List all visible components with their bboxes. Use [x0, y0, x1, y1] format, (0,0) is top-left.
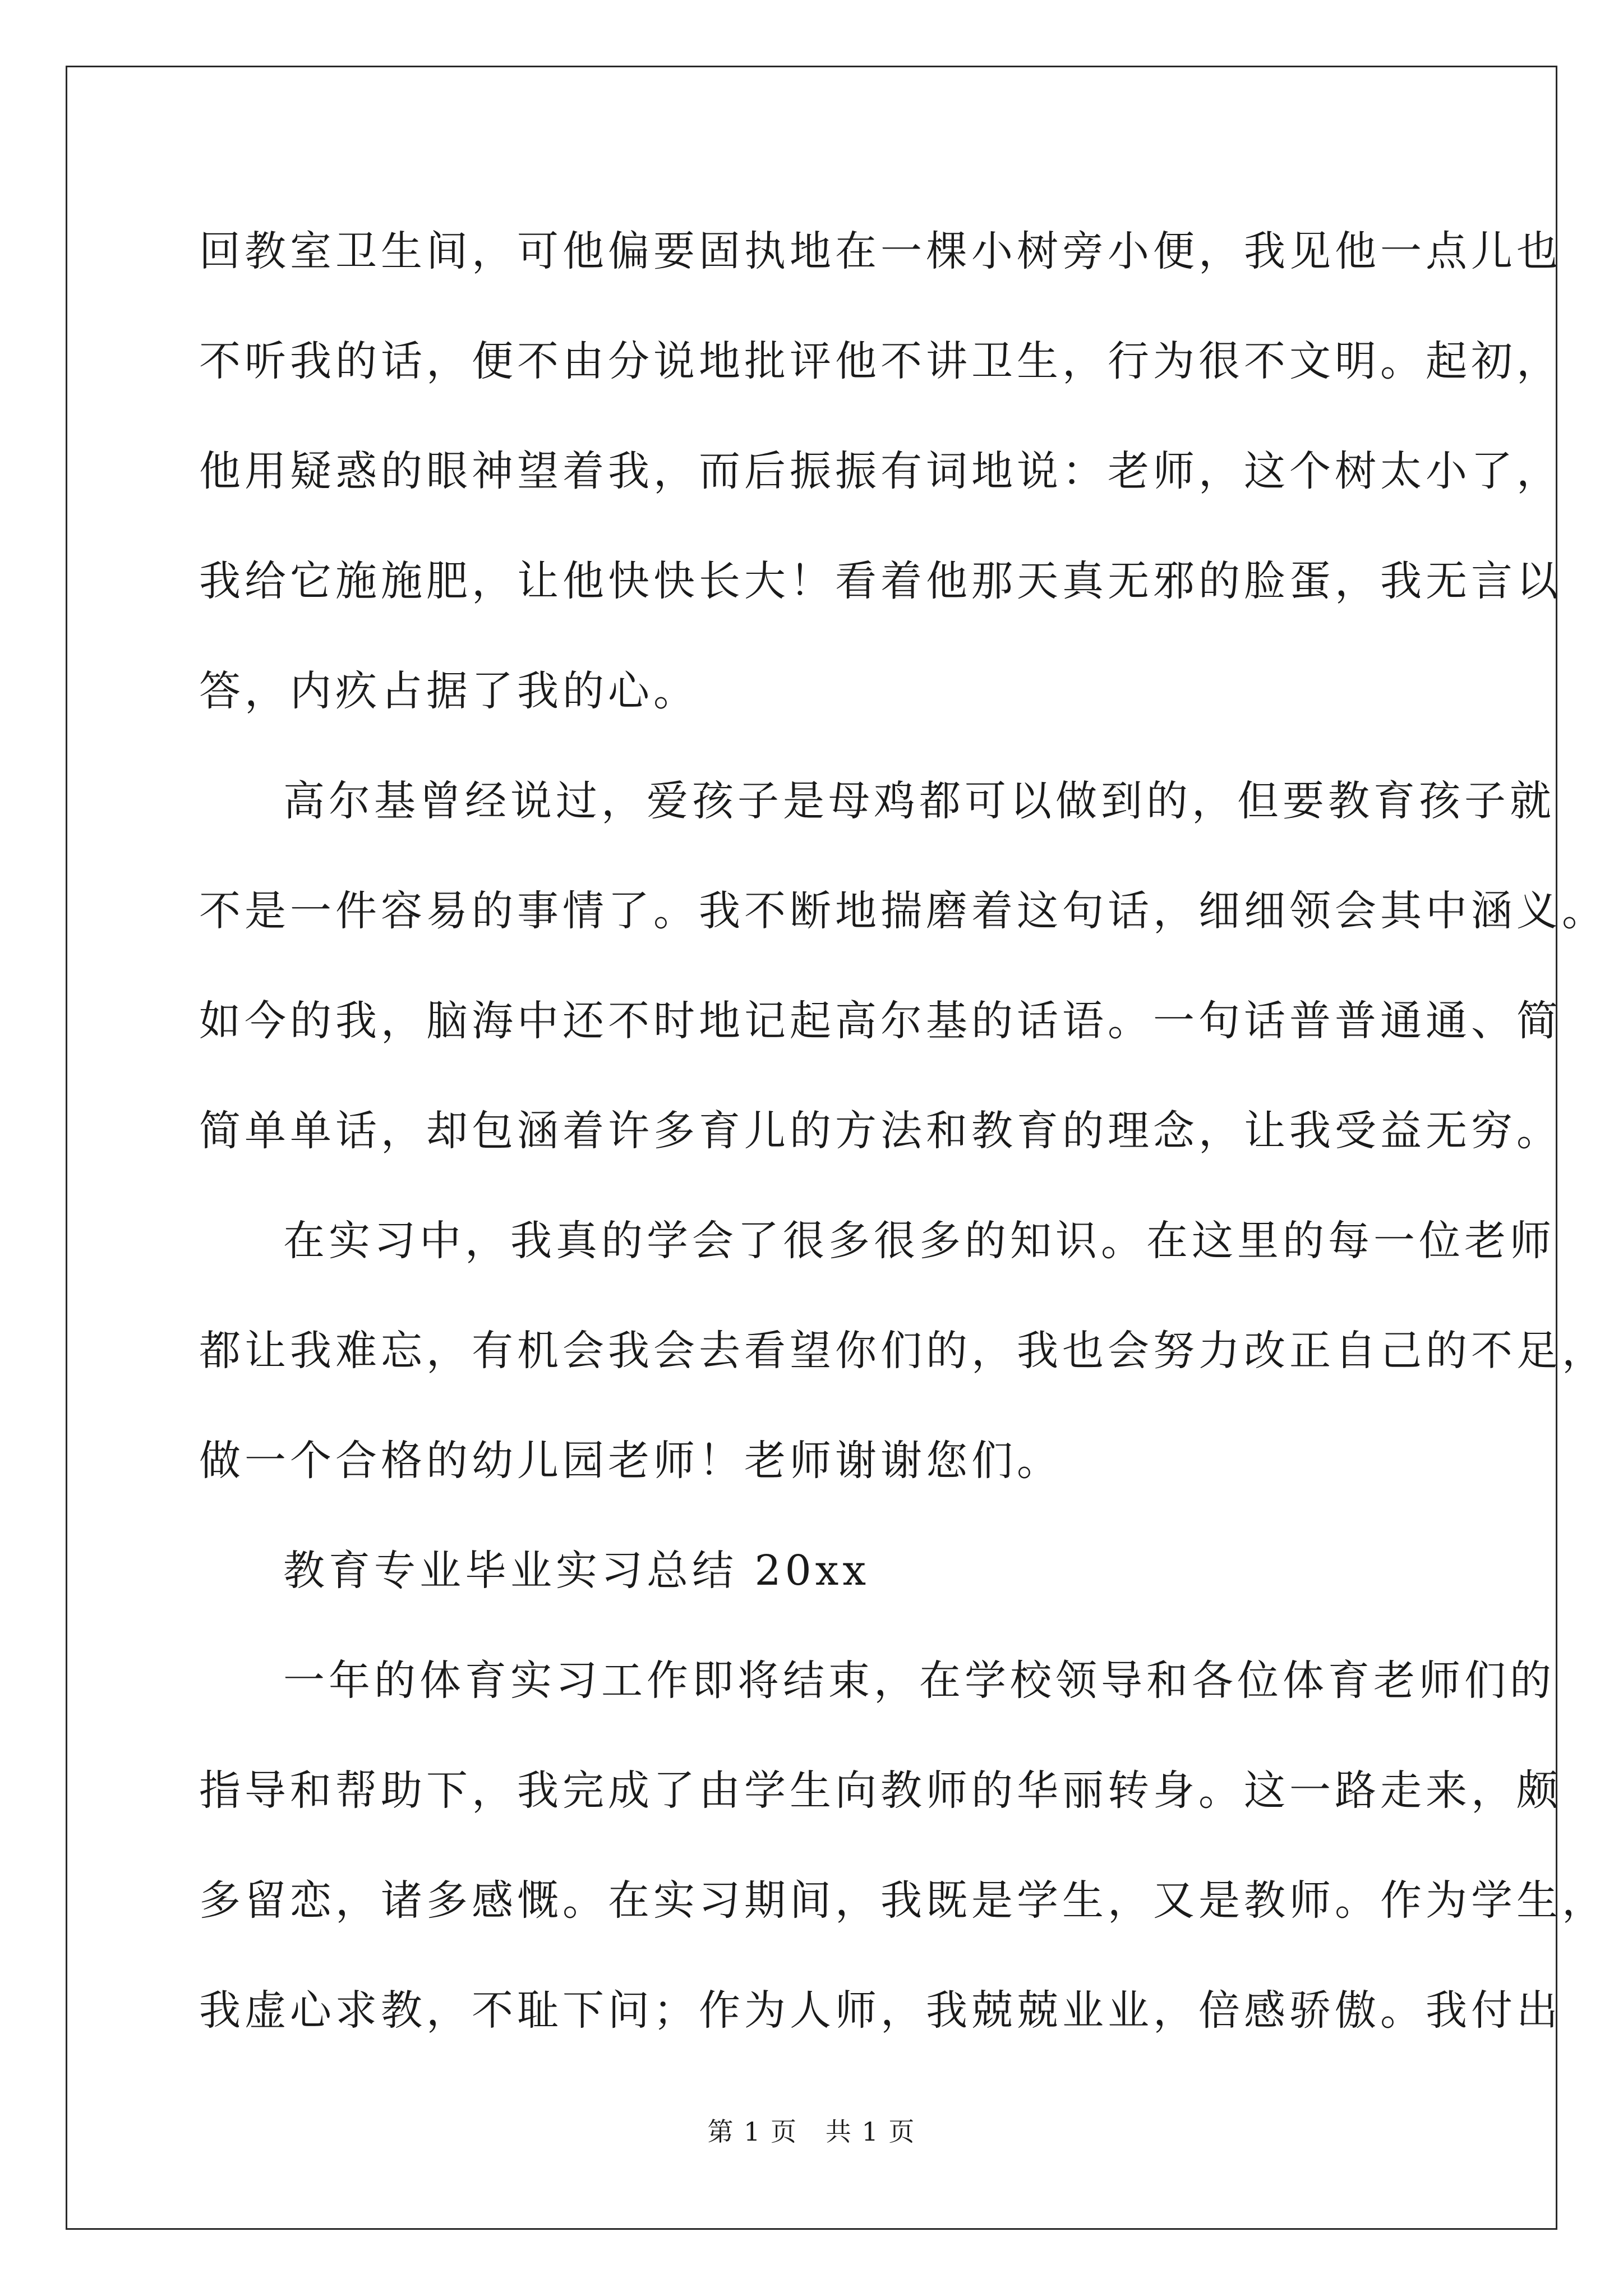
text-line: 他用疑惑的眼神望着我，而后振振有词地说：老师，这个树太小了， — [199, 447, 1562, 495]
paragraph-first-line: 在实习中，我真的学会了很多很多的知识。在这里的每一位老师 — [283, 1217, 1555, 1265]
text-line: 不是一件容易的事情了。我不断地揣磨着这句话，细细领会其中涵义。 — [199, 887, 1607, 935]
text-line: 指导和帮助下，我完成了由学生向教师的华丽转身。这一路走来，颇 — [199, 1766, 1562, 1815]
paragraph-first-line: 一年的体育实习工作即将结束，在学校领导和各位体育老师们的 — [283, 1657, 1555, 1705]
text-line: 回教室卫生间，可他偏要固执地在一棵小树旁小便，我见他一点儿也 — [199, 227, 1562, 275]
text-line: 简单单话，却包涵着许多育儿的方法和教育的理念，让我受益无穷。 — [199, 1107, 1562, 1155]
section-heading: 教育专业毕业实习总结 20xx — [283, 1547, 870, 1595]
page-number-footer: 第 1 页 共 1 页 — [707, 2116, 916, 2147]
text-line: 都让我难忘，有机会我会去看望你们的，我也会努力改正自己的不足， — [199, 1327, 1607, 1375]
text-line: 如今的我，脑海中还不时地记起高尔基的话语。一句话普普通通、简 — [199, 997, 1562, 1045]
text-line: 我给它施施肥，让他快快长大！看着他那天真无邪的脸蛋，我无言以 — [199, 557, 1562, 605]
document-body — [199, 218, 1607, 2087]
text-line: 不听我的话，便不由分说地批评他不讲卫生，行为很不文明。起初， — [199, 337, 1562, 385]
text-line: 做一个合格的幼儿园老师！老师谢谢您们。 — [199, 1437, 1062, 1485]
paragraph-first-line: 高尔基曾经说过，爱孩子是母鸡都可以做到的，但要教育孩子就 — [283, 777, 1555, 825]
text-line: 答，内疚占据了我的心。 — [199, 667, 699, 715]
text-line: 多留恋，诸多感慨。在实习期间，我既是学生，又是教师。作为学生， — [199, 1876, 1607, 1925]
text-line: 我虚心求教，不耻下问；作为人师，我兢兢业业，倍感骄傲。我付出 — [199, 1986, 1562, 2035]
